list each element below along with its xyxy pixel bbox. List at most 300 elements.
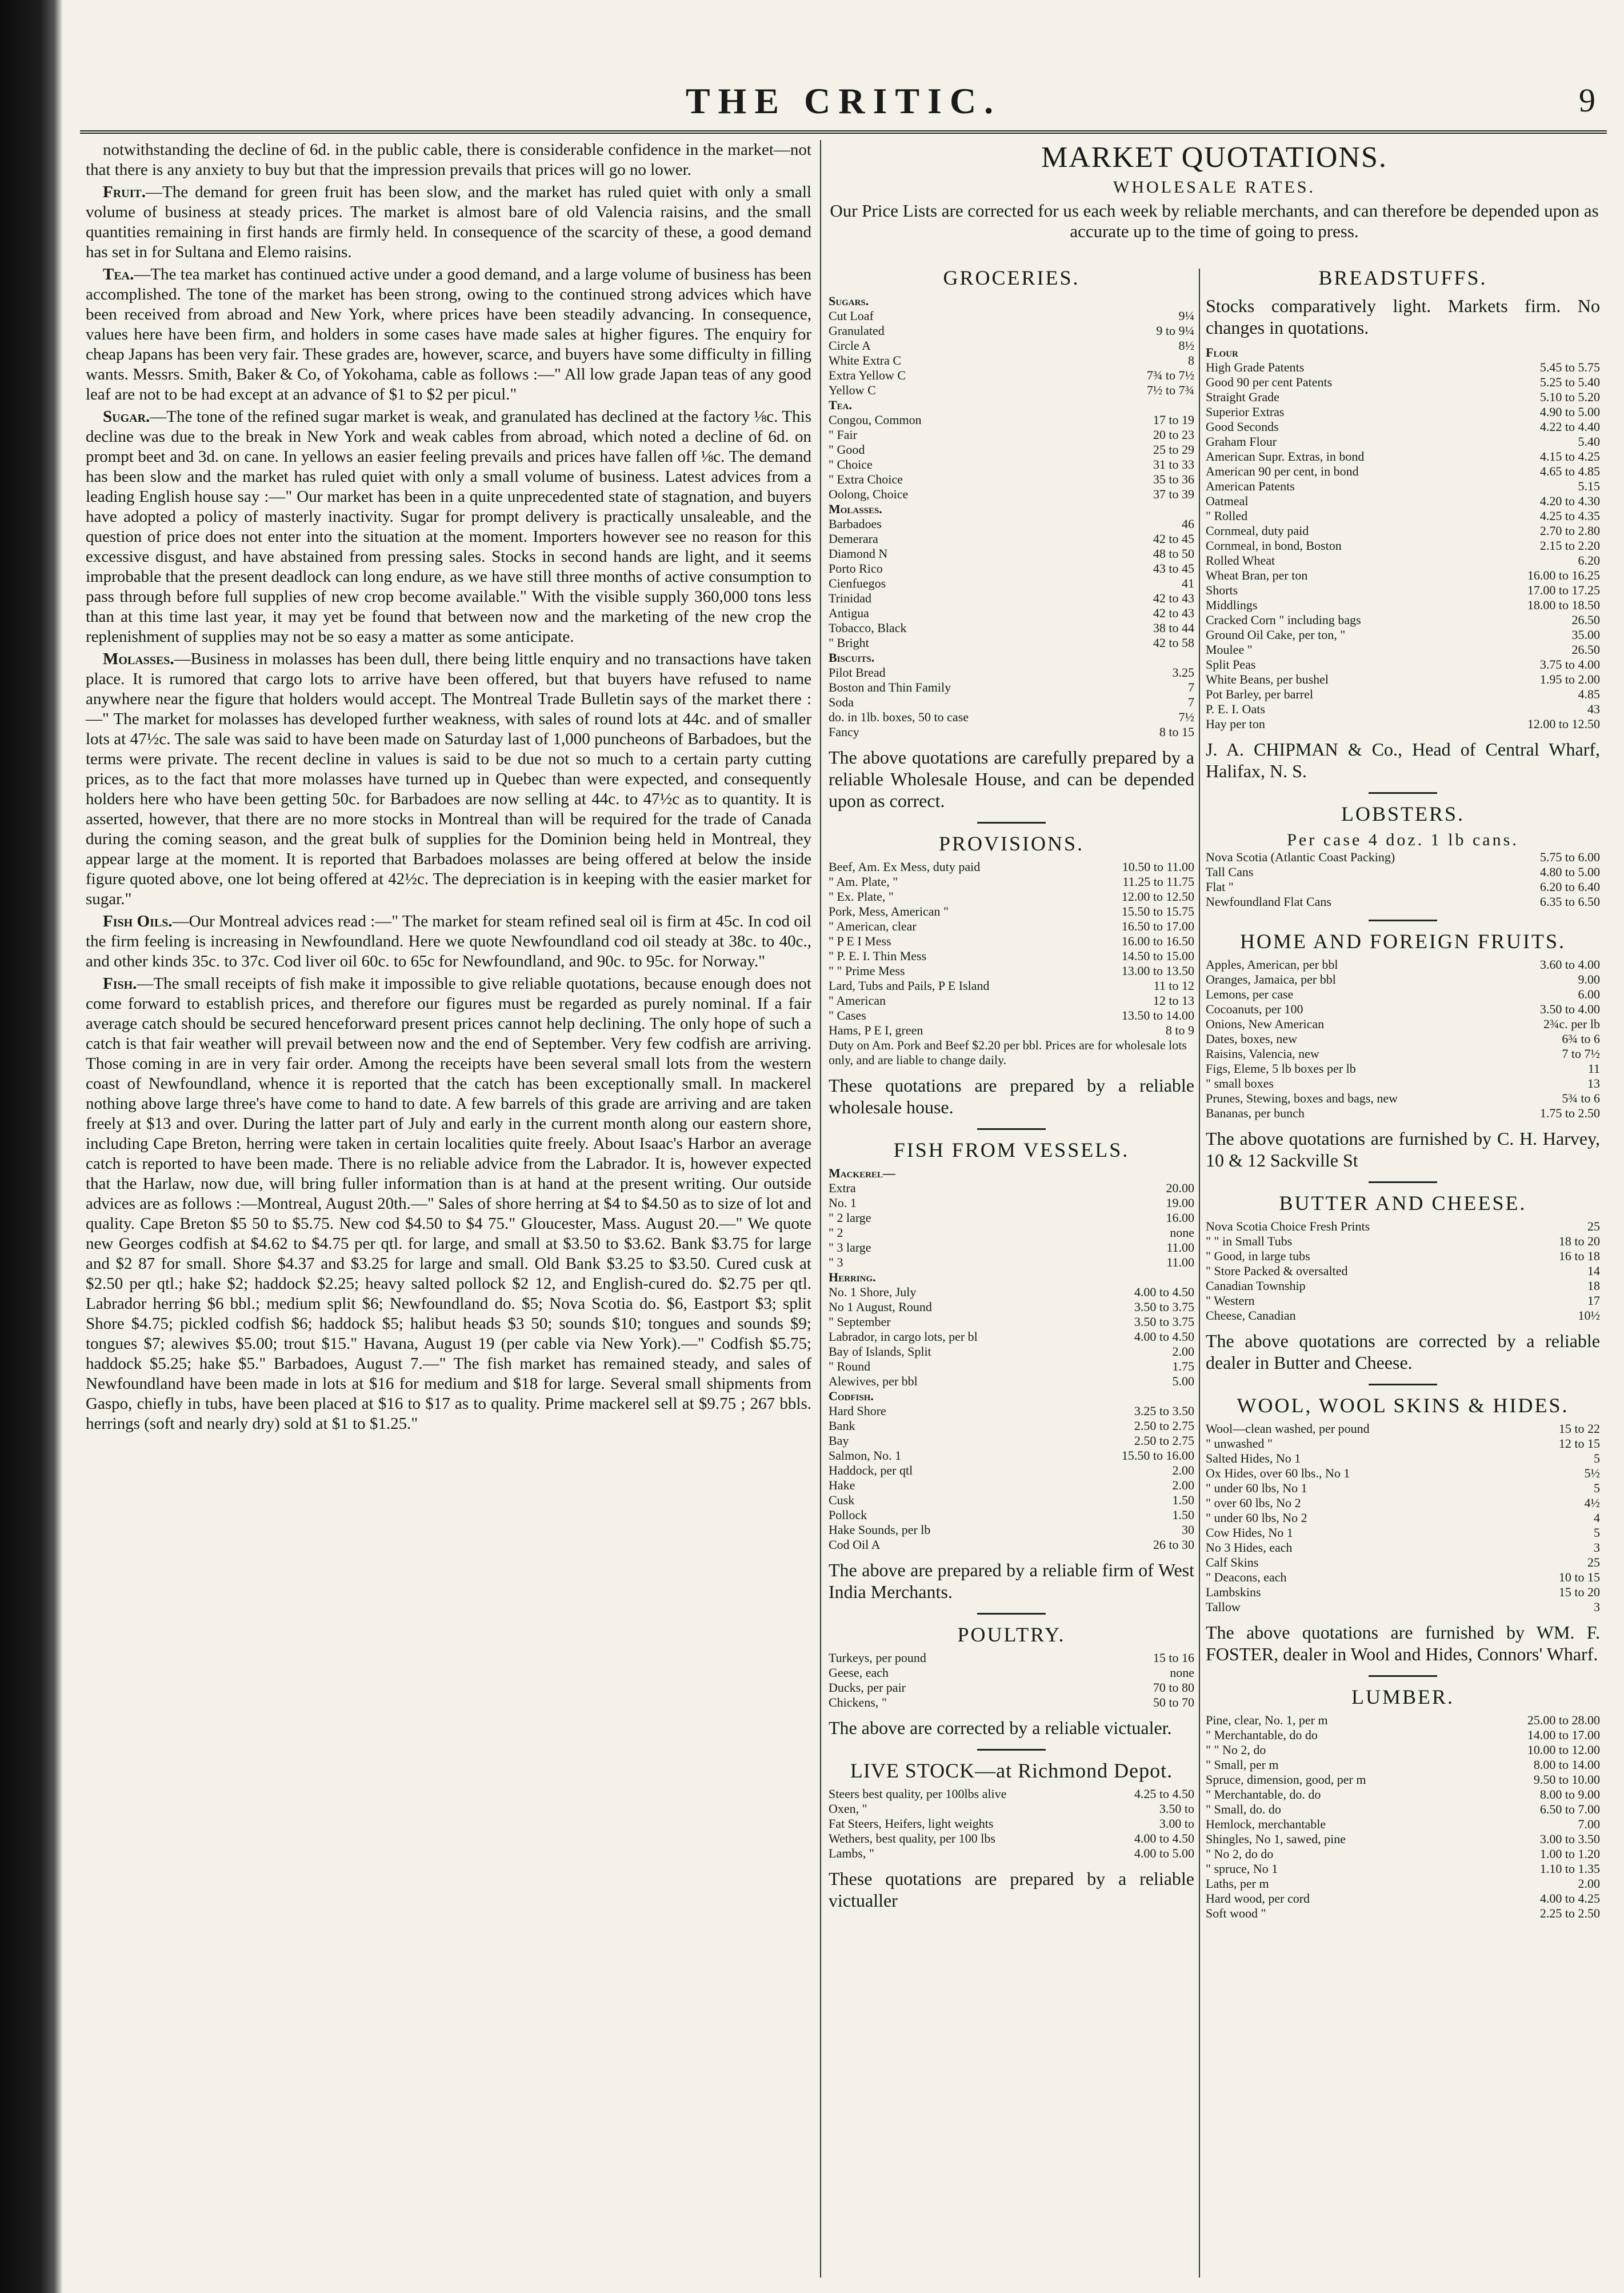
item-label: Prunes, Stewing, boxes and bags, new [1206, 1091, 1398, 1105]
item-price: 4.80 to 5.00 [1539, 865, 1600, 879]
price-row [829, 1448, 1194, 1463]
price-row [1206, 1802, 1600, 1817]
market-quotations-header [829, 140, 1600, 242]
item-label: " spruce, No 1 [1206, 1861, 1278, 1876]
item-label: Split Peas [1206, 657, 1256, 672]
section-note: These quotations are prepared by a reliable victualler [829, 1868, 1194, 1911]
price-row [1206, 672, 1600, 687]
item-price: 5.45 to 5.75 [1539, 360, 1600, 374]
page-number: 9 [1579, 82, 1595, 119]
price-row [829, 353, 1194, 368]
item-label: Diamond N [829, 546, 888, 561]
item-price: 2.00 [1172, 1344, 1194, 1359]
price-row [829, 1166, 1194, 1181]
price-row [1206, 1743, 1600, 1757]
item-price: 16.00 to 16.25 [1527, 568, 1600, 582]
item-label: Codfish. [829, 1389, 874, 1403]
item-price: 18 to 20 [1558, 1234, 1600, 1248]
item-label: Middlings [1206, 598, 1258, 612]
price-row [829, 1419, 1194, 1433]
price-row [829, 413, 1194, 428]
item-price: 17.00 to 17.25 [1527, 583, 1600, 597]
item-label: Tea. [829, 398, 853, 412]
item-label: Oxen, " [829, 1801, 867, 1816]
item-label: Alewives, per bbl [829, 1374, 918, 1388]
price-row [829, 576, 1194, 591]
price-row [829, 532, 1194, 546]
price-row [1206, 434, 1600, 449]
masthead-rule [80, 130, 1607, 134]
price-row [1206, 449, 1600, 464]
price-row [829, 1665, 1194, 1680]
item-price [1190, 398, 1194, 413]
item-price: 7 [1188, 680, 1194, 694]
price-row [829, 457, 1194, 472]
report-paragraph [86, 407, 811, 647]
item-label: Ground Oil Cake, per ton, " [1206, 628, 1346, 642]
item-price: 9.00 [1578, 972, 1600, 986]
item-label: " 2 [829, 1225, 843, 1240]
item-price: 26.50 [1571, 613, 1600, 627]
item-price: 6.20 [1578, 553, 1600, 568]
item-price: 26 to 30 [1153, 1537, 1194, 1552]
item-price: 2.50 to 2.75 [1134, 1419, 1194, 1433]
item-price: 14 [1587, 1264, 1600, 1278]
price-row [829, 606, 1194, 621]
item-price: 6.50 to 7.00 [1539, 1802, 1600, 1816]
price-row [1206, 1847, 1600, 1861]
item-label: Cusk [829, 1493, 855, 1507]
item-price: 16 to 18 [1558, 1249, 1600, 1263]
item-price: 31 to 33 [1153, 457, 1194, 472]
price-row [829, 1846, 1194, 1861]
item-price: 2.15 to 2.20 [1539, 538, 1600, 553]
price-row [1206, 1861, 1600, 1876]
item-label: Onions, New American [1206, 1017, 1325, 1031]
price-row [1206, 479, 1600, 494]
price-row [829, 487, 1194, 502]
item-label: No. 1 [829, 1196, 857, 1210]
item-price: 43 to 45 [1153, 561, 1194, 576]
item-price: 1.00 to 1.20 [1539, 1847, 1600, 1861]
price-row [1206, 360, 1600, 375]
item-label: Barbadoes [829, 517, 882, 531]
item-label: " Round [829, 1359, 871, 1373]
price-row [1206, 1600, 1600, 1615]
item-price: 8 to 9 [1165, 1023, 1194, 1037]
item-label: Beef, Am. Ex Mess, duty paid [829, 860, 981, 874]
price-list [829, 1787, 1194, 1861]
item-label: Cheese, Canadian [1206, 1308, 1296, 1323]
item-label: Cracked Corn " including bags [1206, 613, 1361, 627]
item-price: 19.00 [1166, 1196, 1194, 1210]
item-label: Wheat Bran, per ton [1206, 568, 1308, 582]
item-label: Ox Hides, over 60 lbs., No 1 [1206, 1466, 1350, 1480]
item-price: 3.25 [1172, 665, 1194, 680]
price-row [829, 1315, 1194, 1329]
item-label: Spruce, dimension, good, per m [1206, 1772, 1366, 1787]
price-row [829, 621, 1194, 636]
item-price: 3.50 to 3.75 [1134, 1315, 1194, 1329]
item-label: " Small, do. do [1206, 1802, 1281, 1816]
item-label: Hams, P E I, green [829, 1023, 923, 1037]
price-row [1206, 613, 1600, 628]
item-label: " Fair [829, 428, 857, 442]
item-price: 5 [1594, 1525, 1600, 1540]
item-label: Cornmeal, duty paid [1206, 524, 1309, 538]
price-row [1206, 894, 1600, 909]
item-label: Pollock [829, 1508, 867, 1522]
item-label: Hake [829, 1478, 855, 1492]
item-label: " Choice [829, 457, 873, 472]
price-row [829, 919, 1194, 934]
item-price: 11.00 [1166, 1255, 1194, 1269]
section-note: These quotations are prepared by a reliable wholesale house. [829, 1075, 1194, 1117]
item-price: 12.00 to 12.50 [1121, 889, 1194, 904]
price-row [829, 591, 1194, 606]
report-paragraph [86, 265, 811, 405]
item-price: 11.25 to 11.75 [1122, 874, 1194, 889]
price-row [1206, 1832, 1600, 1847]
price-row [829, 368, 1194, 383]
item-label: Turkeys, per pound [829, 1651, 926, 1665]
item-price: 2.70 to 2.80 [1539, 524, 1600, 538]
item-price: 25 [1587, 1555, 1600, 1569]
item-label: " " Prime Mess [829, 964, 905, 978]
market-quotations-title: MARKET QUOTATIONS. [1041, 141, 1387, 174]
item-label: Antigua [829, 606, 869, 620]
item-label: " Merchantable, do. do [1206, 1787, 1321, 1801]
item-price: 16.50 to 17.00 [1121, 919, 1194, 933]
item-label: Hard Shore [829, 1404, 886, 1418]
price-row [829, 561, 1194, 576]
price-row [829, 1389, 1194, 1404]
item-price: 3 [1594, 1540, 1600, 1555]
item-label: Apples, American, per bbl [1206, 957, 1338, 972]
item-label: High Grade Patents [1206, 360, 1305, 374]
item-price: 9¼ [1178, 309, 1194, 323]
item-label: Extra [829, 1181, 856, 1195]
item-price: 25 [1587, 1219, 1600, 1233]
price-row [1206, 1496, 1600, 1511]
item-label: Bay of Islands, Split [829, 1344, 931, 1359]
item-label: Tall Cans [1206, 865, 1254, 879]
price-row [1206, 1891, 1600, 1906]
item-price [1190, 294, 1194, 309]
price-row [829, 934, 1194, 949]
price-row [1206, 1511, 1600, 1525]
item-label: do. in 1lb. boxes, 50 to case [829, 710, 969, 724]
price-list [1206, 1713, 1600, 1921]
item-label: Oolong, Choice [829, 487, 909, 501]
item-label: No. 1 Shore, July [829, 1285, 917, 1299]
item-price: 1.50 [1172, 1493, 1194, 1507]
section-title: FISH FROM VESSELS. [893, 1138, 1130, 1161]
price-list [829, 1166, 1194, 1552]
item-price: 3.00 to 3.50 [1539, 1832, 1600, 1846]
item-label: " P E I Mess [829, 934, 891, 948]
price-row [829, 1225, 1194, 1240]
item-label: Soda [829, 695, 854, 709]
section-title: PROVISIONS. [938, 832, 1085, 855]
price-row [1206, 1787, 1600, 1802]
item-price: 15 to 22 [1558, 1421, 1600, 1436]
item-label: Pork, Mess, American " [829, 904, 949, 918]
price-row [829, 502, 1194, 517]
item-price: 2.50 to 2.75 [1134, 1433, 1194, 1448]
price-row [1206, 1570, 1600, 1585]
price-row [1206, 375, 1600, 390]
item-label: Herring. [829, 1270, 876, 1284]
section-rule [977, 1749, 1046, 1751]
item-label: Cow Hides, No 1 [1206, 1525, 1293, 1540]
price-row [1206, 1525, 1600, 1540]
price-row [1206, 390, 1600, 405]
item-price: none [1170, 1225, 1194, 1240]
item-price: 3.60 to 4.00 [1539, 957, 1600, 972]
item-price: 5.15 [1578, 479, 1600, 493]
item-price: 8 to 15 [1159, 725, 1194, 739]
report-paragraph [86, 182, 811, 262]
item-price: 1.95 to 2.00 [1539, 672, 1600, 686]
section-rule [977, 1128, 1046, 1130]
item-label: Cod Oil A [829, 1537, 881, 1552]
item-label: Extra Yellow C [829, 368, 906, 382]
item-label: " Rolled [1206, 509, 1248, 523]
paragraph-text: —The tea market has continued active under a good demand, and a large volume of business has been accomplished. The tone of the market has been strong, owing to the continued strong advices which have been received from abroad and New York, where prices have been steadily advancing. In consequence, values here have been firm, and holders in some cases have made sales at higher figures. The enquiry for cheap Japans has been very fair. These grades are, however, scarce, and buyers have some difficulty in filling wants. Messrs. Smith, Baker & Co, of Yokohama, cable as follows :—" All low grade Japan teas of any good leaf are not to be had except at an advance of $1 to $2 per picul." [86, 265, 811, 404]
price-row [1206, 1091, 1600, 1106]
price-row [1206, 1466, 1600, 1481]
item-price: 10½ [1578, 1308, 1600, 1323]
item-label: Cut Loaf [829, 309, 874, 323]
item-price: 5.00 [1172, 1374, 1194, 1388]
item-label: Laths, per m [1206, 1876, 1269, 1891]
item-price: 9.50 to 10.00 [1533, 1772, 1600, 1787]
item-label: No 3 Hides, each [1206, 1540, 1293, 1555]
paragraph-heading: Sugar. [103, 408, 150, 426]
section-rule [1369, 1181, 1437, 1183]
section-title: GROCERIES. [943, 266, 1080, 289]
price-row [829, 1404, 1194, 1419]
item-price: 25.00 to 28.00 [1527, 1713, 1600, 1727]
item-price: 3.00 to [1159, 1816, 1194, 1831]
section-note: The above quotations are furnished by WM. F. FOSTER, dealer in Wool and Hides, Connors' Wharf. [1206, 1622, 1600, 1664]
item-label: Nova Scotia Choice Fresh Prints [1206, 1219, 1370, 1233]
price-row [829, 889, 1194, 904]
price-row [829, 1787, 1194, 1801]
item-label: " unwashed " [1206, 1436, 1273, 1451]
price-row [829, 1270, 1194, 1285]
item-price: 7.00 [1578, 1817, 1600, 1831]
item-price: 15 to 16 [1153, 1651, 1194, 1665]
item-label: " September [829, 1315, 891, 1329]
item-price: 8 [1188, 353, 1194, 367]
item-price: 13 [1587, 1076, 1600, 1090]
item-label: " under 60 lbs, No 1 [1206, 1481, 1307, 1495]
item-price: 18 [1587, 1279, 1600, 1293]
price-row [829, 338, 1194, 353]
price-row [829, 1537, 1194, 1552]
price-row [829, 695, 1194, 710]
paragraph-heading: Fish Oils. [103, 912, 173, 930]
item-price: 8.00 to 14.00 [1533, 1757, 1600, 1772]
item-label: Congou, Common [829, 413, 922, 427]
price-row [829, 1255, 1194, 1270]
item-price: 3 [1594, 1600, 1600, 1614]
item-label: Good 90 per cent Patents [1206, 375, 1333, 389]
price-row [1206, 972, 1600, 987]
item-price: 4.25 to 4.50 [1134, 1787, 1194, 1801]
item-price: 7½ to 7¾ [1146, 383, 1194, 397]
item-price: 2¾c. per lb [1543, 1017, 1600, 1031]
item-price: 35 to 36 [1153, 472, 1194, 486]
item-price: 10 to 15 [1558, 1570, 1600, 1584]
price-row [829, 428, 1194, 442]
price-row [1206, 717, 1600, 732]
item-price: 5 [1594, 1481, 1600, 1495]
price-row [1206, 494, 1600, 509]
price-row [1206, 553, 1600, 568]
item-label: White Beans, per bushel [1206, 672, 1329, 686]
item-label: Good Seconds [1206, 420, 1279, 434]
item-price [1190, 1166, 1194, 1181]
price-row [1206, 568, 1600, 583]
item-price: 2.00 [1172, 1463, 1194, 1477]
price-row [1206, 702, 1600, 717]
paragraph-text: —Our Montreal advices read :—" The market for steam refined seal oil is firm at 45c. In cod oil the firm feeling is increasing in Newfoundland. Here we quote Newfoundland cod oil steady at 38c. to 40c., and other kinds 35c. to 37c. Cod liver oil 60c. to 65c for Newfoundland, and 90c. to 95c. for Norway." [86, 912, 811, 970]
price-list [1206, 957, 1600, 1121]
item-price: 16.00 [1166, 1211, 1194, 1225]
item-price: 43 [1587, 702, 1600, 716]
price-row [1206, 957, 1600, 972]
item-price: 8½ [1178, 338, 1194, 353]
price-row [829, 1478, 1194, 1493]
price-row [1206, 657, 1600, 672]
price-row [1206, 1436, 1600, 1451]
item-price: 6.20 to 6.40 [1539, 880, 1600, 894]
item-price: 7¾ to 7½ [1146, 368, 1194, 382]
price-row [829, 874, 1194, 889]
section-rule [1369, 1675, 1437, 1677]
item-label: Hay per ton [1206, 717, 1265, 731]
price-row [1206, 509, 1600, 524]
item-label: Circle A [829, 338, 871, 353]
item-price: 7 [1188, 695, 1194, 709]
market-report-column [86, 140, 811, 1436]
section-note: The above quotations are carefully prepared by a reliable Wholesale House, and can be depended upon as correct. [829, 747, 1194, 811]
item-price: 4.85 [1578, 687, 1600, 701]
item-label: Hard wood, per cord [1206, 1891, 1310, 1905]
section-rule [1369, 792, 1437, 794]
price-list [829, 294, 1194, 740]
item-label: Sugars. [829, 294, 869, 308]
item-label: Straight Grade [1206, 390, 1279, 404]
item-price [1190, 502, 1194, 517]
price-row [829, 442, 1194, 457]
item-label: Oatmeal [1206, 494, 1249, 508]
item-price: 17 to 19 [1153, 413, 1194, 427]
item-label: " Ex. Plate, " [829, 889, 894, 904]
binding-edge [0, 0, 63, 2293]
item-label: Chickens, " [829, 1695, 887, 1709]
item-price: 25 to 29 [1153, 442, 1194, 457]
item-price: 8.00 to 9.00 [1539, 1787, 1600, 1801]
price-list [1206, 1219, 1600, 1323]
item-price [1595, 345, 1600, 360]
item-price: 42 to 43 [1153, 606, 1194, 620]
price-row [829, 978, 1194, 993]
section-rule [1369, 920, 1437, 921]
column-divider [1199, 269, 1200, 2278]
item-label: " American [829, 993, 886, 1008]
price-row [829, 546, 1194, 561]
price-row [829, 636, 1194, 650]
section-note: The above quotations are corrected by a reliable dealer in Butter and Cheese. [1206, 1331, 1600, 1373]
item-label: " Am. Plate, " [829, 874, 898, 889]
item-price: 2.00 [1578, 1876, 1600, 1891]
paragraph-text: notwithstanding the decline of 6d. in the public cable, there is considerable confidence in the market—not that there is any anxiety to buy but that the impression prevails that prices will go no lower. [86, 141, 811, 179]
price-list-intro: Our Price Lists are corrected for us each week by reliable merchants, and can therefore be depended upon as accurate up to the time of going to press. [830, 201, 1599, 241]
price-row [829, 860, 1194, 874]
item-price: 2.25 to 2.50 [1539, 1906, 1600, 1920]
item-price: 15.50 to 15.75 [1121, 904, 1194, 918]
item-price: 20.00 [1166, 1181, 1194, 1195]
item-price: 4.25 to 4.35 [1539, 509, 1600, 523]
item-label: " under 60 lbs, No 2 [1206, 1511, 1307, 1525]
item-label: Haddock, per qtl [829, 1463, 913, 1477]
item-price: 11 [1587, 1061, 1600, 1076]
price-row [1206, 1264, 1600, 1279]
price-row [1206, 405, 1600, 420]
price-list [829, 1651, 1194, 1710]
item-label: Bananas, per bunch [1206, 1106, 1305, 1120]
item-price: 50 to 70 [1153, 1695, 1194, 1709]
price-row [829, 1433, 1194, 1448]
price-row [829, 1374, 1194, 1389]
item-label: " Small, per m [1206, 1757, 1279, 1772]
item-label: Moulee " [1206, 642, 1253, 657]
price-row [829, 383, 1194, 398]
item-price: 17 [1587, 1293, 1600, 1308]
price-row [1206, 1421, 1600, 1436]
item-price: 11 to 12 [1153, 978, 1194, 993]
item-price: 35.00 [1571, 628, 1600, 642]
price-row [829, 294, 1194, 309]
item-price: 4.20 to 4.30 [1539, 494, 1600, 508]
item-price: 12.00 to 12.50 [1527, 717, 1600, 731]
item-price: 6.00 [1578, 987, 1600, 1001]
price-row [1206, 464, 1600, 479]
item-label: Ducks, per pair [829, 1680, 906, 1695]
item-price: 4.00 to 4.50 [1134, 1285, 1194, 1299]
paragraph-text: —The demand for green fruit has been slow, and the market has ruled quiet with only a small volume of business at steady prices. The market is almost bare of old Valencia raisins, and the small quantities remaining in first hands are firmly held. In consequence of the scarcity of these, a good demand has set in for Sultana and Elemo raisins. [86, 183, 811, 261]
paragraph-heading: Tea. [103, 265, 134, 283]
item-price: 4.65 to 4.85 [1539, 464, 1600, 478]
price-row [829, 1695, 1194, 1710]
item-price: 1.50 [1172, 1508, 1194, 1522]
item-price: 26.50 [1571, 642, 1600, 657]
price-row [829, 1680, 1194, 1695]
item-label: " Deacons, each [1206, 1570, 1287, 1584]
item-label: American 90 per cent, in bond [1206, 464, 1359, 478]
price-row [1206, 1451, 1600, 1466]
item-label: Bank [829, 1419, 855, 1433]
price-row [1206, 583, 1600, 598]
item-price: 2.00 [1172, 1478, 1194, 1492]
paragraph-text: —The tone of the refined sugar market is weak, and granulated has declined at the factory ⅛c. This decline was due to the break in New York and weak cables from abroad, which noted a decline of 6d. on prompt beet and 3d. on cane. In yellows an easier feeling prevails and prices have fallen off ⅛c. The demand has been slow and the market has ruled quiet with only a small volume of business. Latest advices from a leading English house say :—" Our market has been in a quite unprecedented state of stagnation, and buyers have adopted a policy of masterly inactivity. Sugar for prompt delivery is practically unsaleable, and the question of price does not enter into the situation at the moment. Importers however see no reason for this excessive disgust, and have abstained from pressing sales. Stocks in second hands are light, and it seems improbable that the present deadlock can long endure, as we have still three months of active consumption to pass through before full supplies of new crop become available." With the visible supply 360,000 tons less than at this time last year, it may yet be found that between now and the marketing of the new crop the replenishment of supplies may not be so easy a matter as some anticipate. [86, 408, 811, 646]
item-price: 9 to 9¼ [1156, 323, 1194, 338]
item-label: No 1 August, Round [829, 1300, 932, 1314]
